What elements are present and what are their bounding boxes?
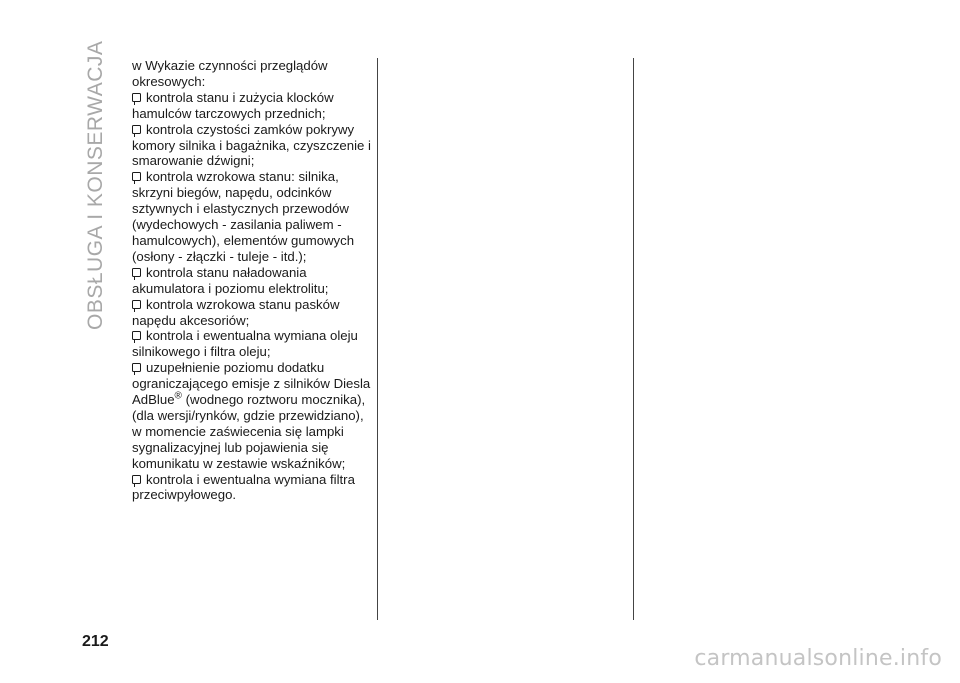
- list-item: kontrola czystości zamków pokrywy komory silnika i bagażnika, czyszczenie i smarowanie dźwigni;: [132, 121, 371, 169]
- checkbox-bullet-icon: [132, 300, 141, 309]
- intro-text: [132, 58, 372, 90]
- registered-mark: ®: [174, 390, 182, 402]
- checkbox-bullet-icon: [132, 172, 141, 181]
- checkbox-bullet-icon: [132, 331, 141, 340]
- checkbox-bullet-icon: [132, 363, 141, 372]
- column-divider-1: [377, 58, 378, 620]
- list-item: uzupełnienie poziomu dodatku ograniczającego emisje z silników Diesla AdBlue® (wodnego roztworu mocznika), (dla wersji/rynków, gdzie przewidziano), w momencie zaświecenia się lampki sygnalizacyjnej lub pojawienia się komunikatu w zestawie wskaźników;: [132, 360, 371, 471]
- list-item: kontrola i ewentualna wymiana filtra przeciwpyłowego.: [132, 471, 355, 503]
- list-item: kontrola i ewentualna wymiana oleju silnikowego i filtra oleju;: [132, 328, 358, 360]
- watermark: carmanualsonline.info: [694, 646, 942, 671]
- list-item: kontrola wzrokowa stanu: silnika, skrzyni biegów, napędu, odcinków sztywnych i elastycznych przewodów (wydechowych - zasilania paliwem - hamulcowych), elementów gumowych (osłony - złączki - tuleje - itd.);: [132, 169, 355, 264]
- list-item: kontrola stanu naładowania akumulatora i poziomu elektrolitu;: [132, 264, 329, 296]
- text-column: [132, 58, 372, 503]
- list-item: kontrola stanu i zużycia klocków hamulców tarczowych przednich;: [132, 89, 334, 121]
- section-title: OBSŁUGA I KONSERWACJA: [84, 40, 107, 330]
- list-item: kontrola wzrokowa stanu pasków napędu akcesoriów;: [132, 296, 340, 328]
- checkbox-bullet-icon: [132, 268, 141, 277]
- checkbox-bullet-icon: [132, 475, 141, 484]
- checkbox-bullet-icon: [132, 93, 141, 102]
- intro-line-2: okresowych:: [132, 73, 206, 89]
- checkbox-bullet-icon: [132, 125, 141, 134]
- page-number: 212: [82, 633, 109, 650]
- intro-line-1: w Wykazie czynności przeglądów: [132, 58, 328, 73]
- column-divider-2: [633, 58, 634, 620]
